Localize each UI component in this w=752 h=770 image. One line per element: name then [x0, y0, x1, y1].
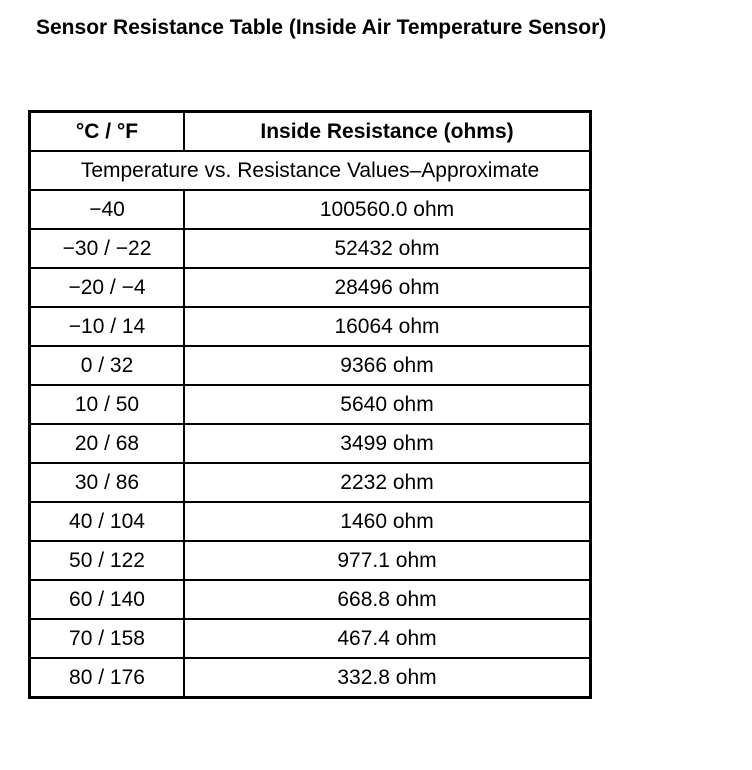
table-row: [30, 619, 591, 658]
temperature-cell: 20 / 68: [30, 424, 185, 463]
resistance-cell: 9366 ohm: [184, 346, 591, 385]
temperature-cell: −40: [30, 190, 185, 229]
table-row: [30, 502, 591, 541]
temperature-cell: 60 / 140: [30, 580, 185, 619]
table-subheader: Temperature vs. Resistance Values–Approximate: [30, 151, 591, 190]
resistance-cell: 977.1 ohm: [184, 541, 591, 580]
table-row: [30, 658, 591, 698]
table-row: [30, 580, 591, 619]
temperature-cell: 80 / 176: [30, 658, 185, 698]
temperature-cell: 30 / 86: [30, 463, 185, 502]
table-row: [30, 229, 591, 268]
table-row: [30, 424, 591, 463]
table-row: [30, 463, 591, 502]
resistance-table: [28, 110, 592, 699]
table-row: [30, 346, 591, 385]
resistance-cell: 332.8 ohm: [184, 658, 591, 698]
table-row: [30, 190, 591, 229]
temperature-cell: 0 / 32: [30, 346, 185, 385]
resistance-cell: 16064 ohm: [184, 307, 591, 346]
header-temperature: °C / °F: [30, 112, 185, 152]
header-resistance: Inside Resistance (ohms): [184, 112, 591, 152]
resistance-cell: 1460 ohm: [184, 502, 591, 541]
resistance-cell: 28496 ohm: [184, 268, 591, 307]
resistance-cell: 52432 ohm: [184, 229, 591, 268]
temperature-cell: 40 / 104: [30, 502, 185, 541]
table-subheader-row: [30, 151, 591, 190]
resistance-cell: 467.4 ohm: [184, 619, 591, 658]
temperature-cell: −10 / 14: [30, 307, 185, 346]
resistance-cell: 5640 ohm: [184, 385, 591, 424]
resistance-cell: 2232 ohm: [184, 463, 591, 502]
table-header-row: [30, 112, 591, 152]
resistance-cell: 3499 ohm: [184, 424, 591, 463]
page-title: Sensor Resistance Table (Inside Air Temperature Sensor): [36, 16, 607, 39]
temperature-cell: −30 / −22: [30, 229, 185, 268]
temperature-cell: 50 / 122: [30, 541, 185, 580]
resistance-cell: 668.8 ohm: [184, 580, 591, 619]
temperature-cell: 10 / 50: [30, 385, 185, 424]
resistance-cell: 100560.0 ohm: [184, 190, 591, 229]
table-row: [30, 385, 591, 424]
temperature-cell: 70 / 158: [30, 619, 185, 658]
table-row: [30, 268, 591, 307]
table-row: [30, 541, 591, 580]
temperature-cell: −20 / −4: [30, 268, 185, 307]
table-row: [30, 307, 591, 346]
